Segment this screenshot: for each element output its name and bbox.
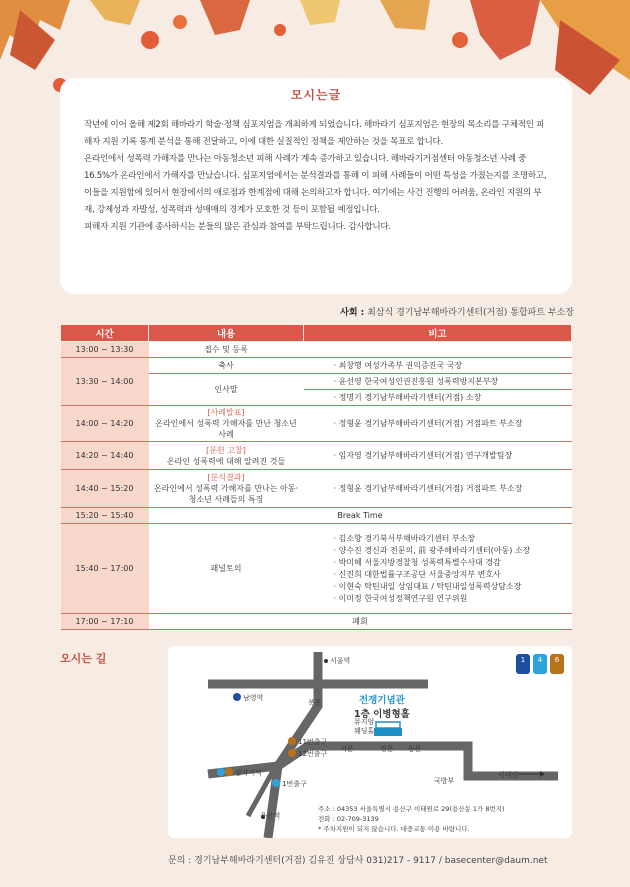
row-note: · 정명기 경기남부해바라기센터(거점) 소장 [304, 390, 572, 406]
table-row [61, 406, 572, 442]
map-label-seoul-station: 서울역 [330, 657, 351, 665]
row-time: 15:20 ~ 15:40 [61, 508, 149, 524]
row-time: 13:00 ~ 13:30 [61, 342, 149, 358]
panel-member: · 양수진 경신과 전문의, 前 광주해바라기센터(아동) 소장 [333, 545, 531, 555]
map-label-east-gate: 동문 [408, 745, 422, 753]
address-block [318, 804, 505, 834]
map-label-museum-hall: 뮤지엄 웨딩홀 [354, 718, 375, 735]
header-time: 시간 [61, 325, 149, 342]
table-row [61, 358, 572, 374]
map-label-itaewon: 이태원 [498, 771, 519, 779]
map-label-yongsan: 용산역 [260, 812, 281, 820]
row-content-text: 온라인에서 성폭력 가해자를 만나는 아동·청소년 사례들의 특징 [153, 484, 299, 504]
subway-line-1-icon: 1 [516, 654, 530, 674]
moderator-label: 사회 : [340, 308, 365, 318]
row-note: · 윤선영 한국여성인권진흥원 성폭력방지본부장 [304, 374, 572, 390]
panel-member: · 신진희 대한법률구조공단 서울중앙지부 변호사 [333, 569, 501, 579]
map-label-namyoung: 남영역 [243, 694, 264, 702]
location-map [168, 646, 572, 838]
table-row [61, 508, 572, 524]
map-label-west-gate: 서문 [340, 745, 354, 753]
map-label-samgakji: 삼각지역 [235, 769, 263, 777]
phone-text: 전화 : 02-709-3139 [318, 815, 379, 823]
map-label-north-gate: 북문 [308, 699, 322, 707]
row-time: 15:40 ~ 17:00 [61, 524, 149, 614]
row-time: 14:40 ~ 15:20 [61, 470, 149, 508]
row-tag: [문헌 고찰] [206, 445, 246, 455]
row-time: 13:30 ~ 14:00 [61, 358, 149, 406]
row-content: 폐회 [149, 614, 572, 630]
row-content: 축사 [149, 358, 304, 374]
table-row [61, 614, 572, 630]
map-label-exit12: 12번출구 [298, 750, 328, 758]
row-note: · 정형윤 경기남부해바라기센터(거점) 거점파트 부소장 [304, 406, 572, 442]
map-label-mnd: 국방부 [434, 777, 455, 785]
address-text: 주소 : 04353 서울특별시 용산구 이태원로 29(용산동 1가 8번지) [318, 805, 505, 813]
row-content [149, 406, 304, 442]
moderator-text: 최삼식 경기남부해바라기센터(거점) 통합파트 부소장 [367, 308, 574, 318]
directions-title: 오시는 길 [60, 652, 107, 665]
row-note: · 정형윤 경기남부해바라기센터(거점) 거점파트 부소장 [304, 470, 572, 508]
map-label-exit11: 11번출구 [298, 738, 328, 746]
panel-member: · 이미정 한국여성정책연구원 연구위원 [333, 593, 468, 603]
invitation-body [84, 117, 548, 236]
moderator-line [340, 305, 574, 318]
subway-line-4-icon: 4 [533, 654, 547, 674]
header-notes: 비고 [304, 325, 572, 342]
table-row [61, 342, 572, 358]
map-label-main-gate: 정문 [380, 745, 394, 753]
row-tag: [분석결과] [207, 473, 245, 482]
map-label-exit1: 1번출구 [282, 780, 307, 788]
row-content: 패널토의 [149, 524, 304, 614]
row-content: 접수 및 등록 [149, 342, 304, 358]
table-row [61, 470, 572, 508]
row-content: 인사말 [149, 374, 304, 406]
invitation-paragraph: 피해자 지원 기관에 종사하시는 분들의 많은 관심과 참여를 부탁드립니다. 감사합니다. [84, 222, 391, 232]
row-note: · 최창행 여성가족부 권익증진국 국장 [304, 358, 572, 374]
row-note [304, 342, 572, 358]
contact-info: 문의 : 경기남부해바라기센터(거점) 김유진 상담사 031)217 - 9117 / basecenter@daum.net [168, 856, 548, 866]
row-content: Break Time [149, 508, 572, 524]
row-note [304, 524, 572, 614]
table-row [61, 524, 572, 614]
invitation-box [60, 78, 572, 294]
row-tag: [사례발표] [207, 408, 245, 417]
header-content: 내용 [149, 325, 304, 342]
row-time: 17:00 ~ 17:10 [61, 614, 149, 630]
museum-name-line1: 전쟁기념관 [358, 695, 405, 706]
invitation-paragraph: 온라인에서 성폭력 가해자를 만나는 아동청소년 피해 사례가 계속 증가하고 있습니다. 해바라기거점센터 아동청소년 사례 중 16.5%가 온라인에서 가해자를 만났습니다. 심포지엄에서는 분석결과를 통해 이 피해 사례들이 어떤 특성을 가졌는지를 조명하고, 이들을 지원함에 있어서 현장에서의 애로점과 한계점에 대해 논의하고자 합니다. 여기에는 사건 진행의 어려움, 온라인 지원의 부재, 강제성과 자발성, 성폭력과 성매매의 경계가 모호한 것 등이 포함될 예정입니다. [84, 154, 547, 215]
row-time: 14:00 ~ 14:20 [61, 406, 149, 442]
parking-note: * 주차지원이 되지 않습니다. 대중교통 이용 바랍니다. [318, 825, 470, 833]
row-time: 14:20 ~ 14:40 [61, 442, 149, 470]
row-content [149, 442, 304, 470]
row-content-text: 온라인에서 성폭력 가해자를 만난 청소년 사례 [155, 419, 297, 439]
schedule-header-row [61, 325, 572, 342]
invitation-title: 모시는글 [290, 88, 342, 102]
panel-member: · 김소향 경기북서부해바라기센터 부소장 [333, 533, 476, 543]
schedule-table [60, 324, 572, 630]
table-row [61, 442, 572, 470]
museum-name [354, 692, 410, 720]
invitation-paragraph: 작년에 이어 올해 제2회 해바라기 학술·정책 심포지엄을 개최하게 되었습니다. 해바라기 심포지엄은 현장의 목소리를 구체적인 피해자 지원 기록 통계 분석을 통해 전달하고, 이에 대한 실질적인 정책을 제안하는 것을 목표로 합니다. [84, 120, 545, 147]
row-content [149, 470, 304, 508]
row-note: · 임자영 경기남부해바라기센터(거점) 연구개발팀장 [304, 442, 572, 470]
panel-member: · 박미혜 서울지방경찰청 성폭력특별수사대 경감 [333, 557, 501, 567]
row-content-text: 온라인 성폭력에 대해 알려진 것들 [166, 456, 286, 466]
subway-line-6-icon: 6 [550, 654, 564, 674]
museum-name-line2: 1층 이병형홀 [354, 709, 410, 720]
subway-line-badges [516, 654, 564, 674]
panel-member: · 이현숙 탁틴내일 상임대표 / 탁틴내일성폭력상담소장 [333, 581, 522, 591]
